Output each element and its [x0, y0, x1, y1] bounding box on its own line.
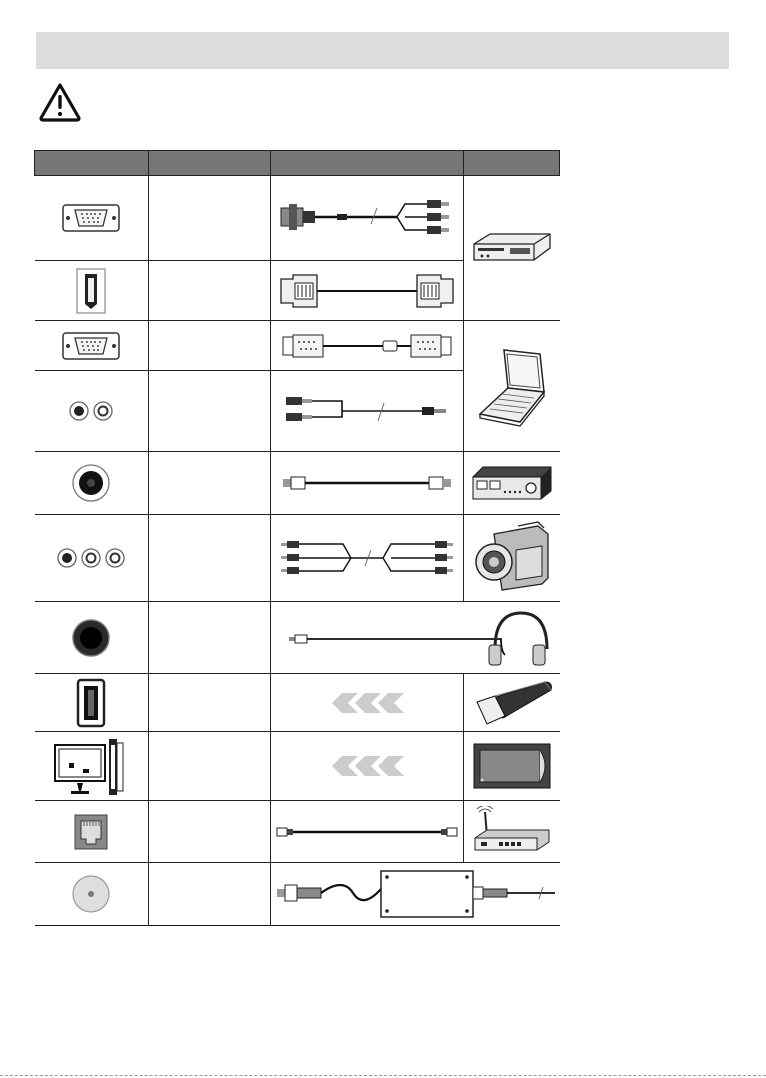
ethernet-port-icon	[73, 813, 109, 851]
connector-label	[149, 261, 271, 321]
audio-rca-port-icon	[66, 400, 116, 422]
table-row	[35, 674, 560, 732]
page-edge-line	[0, 1075, 766, 1077]
connector-label	[149, 602, 271, 674]
connector-label	[149, 515, 271, 602]
dc-in-port-icon	[71, 874, 111, 914]
vga-port-icon	[62, 332, 120, 360]
connector-label	[149, 321, 271, 371]
power-adapter-icon	[273, 867, 557, 921]
column-header-cables	[271, 151, 464, 176]
insert-arrows-icon	[330, 692, 404, 714]
hdmi-port-icon	[76, 268, 106, 314]
column-header-device	[464, 151, 560, 176]
warning-triangle-icon	[38, 82, 82, 122]
rca-to-minijack-cable-icon	[282, 391, 452, 431]
connector-label	[149, 674, 271, 732]
dvd-player-icon	[470, 230, 554, 266]
insert-arrows-icon	[330, 755, 404, 777]
camcorder-icon	[472, 520, 552, 596]
connector-label	[149, 452, 271, 515]
ci-slot-icon	[53, 735, 129, 797]
spdif-port-icon	[71, 463, 111, 503]
table-row	[35, 863, 560, 926]
usb-port-icon	[76, 678, 106, 728]
vga-port-icon	[62, 204, 120, 232]
column-header-type	[149, 151, 271, 176]
coaxial-cable-icon	[279, 473, 455, 493]
table-row	[35, 801, 560, 863]
connections-table	[34, 150, 560, 926]
table-row	[35, 176, 560, 261]
headphone-cable-icon	[279, 607, 551, 669]
cam-module-icon	[470, 740, 554, 792]
table-row	[35, 452, 560, 515]
title-bar	[36, 32, 729, 69]
usb-stick-icon	[469, 680, 555, 726]
column-header-connector	[35, 151, 149, 176]
ethernet-cable-icon	[275, 824, 459, 840]
table-row	[35, 515, 560, 602]
laptop-icon	[474, 344, 550, 428]
router-icon	[469, 806, 555, 858]
connector-label	[149, 371, 271, 452]
vga-to-rca-cable-icon	[277, 196, 457, 240]
table-row	[35, 732, 560, 801]
table-header-row	[35, 151, 560, 176]
headphone-jack-icon	[71, 618, 111, 658]
connector-label	[149, 176, 271, 261]
table-row	[35, 602, 560, 674]
connector-label	[149, 863, 271, 926]
amplifier-icon	[469, 463, 555, 503]
vga-cable-icon	[279, 331, 455, 361]
connector-label	[149, 801, 271, 863]
av-rca-port-icon	[55, 547, 127, 569]
triple-rca-cable-icon	[279, 538, 455, 578]
hdmi-cable-icon	[277, 269, 457, 313]
table-row	[35, 321, 560, 371]
connector-label	[149, 732, 271, 801]
